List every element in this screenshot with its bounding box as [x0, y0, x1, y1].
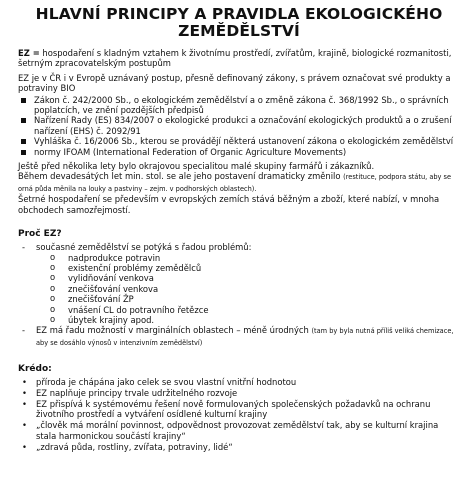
history-line-1: Ještě před několika lety bylo okrajovou specialitou malé skupiny farmářů i zákazníků.: [18, 161, 375, 172]
marginal-main: EZ má řadu možností v marginálních oblastech – méně úrodných: [36, 325, 312, 336]
marginal-note: (tam by byla nutná příliš veliká chemizace, aby se dosáhlo výnosů v intenzivním zemědělství): [36, 327, 454, 347]
spacer: [18, 219, 460, 223]
list-item: • „člověk má morální povinnost, odpovědnost provozovat zemědělství tak, aby se kulturní krajina stala harmonickou součástí krajiny“: [18, 420, 460, 441]
problems-intro-list: [18, 242, 460, 252]
history-line-2-main: Během devadesátých let min. stol. se ale jeho postavení dramaticky změnilo: [18, 171, 344, 182]
marginal-item: [18, 325, 460, 348]
problems-list: [48, 253, 460, 326]
history-line-2: [18, 171, 460, 194]
list-item: • „zdravá půda, rostliny, zvířata, potraviny, lidé“: [18, 442, 460, 452]
list-item: o nadprodukce potravin: [48, 253, 460, 263]
definition-text: hospodaření s kladným vztahem k životnímu prostředí, zvířatům, krajině, biologické rozmanitosti, šetrným zpracovatelským postupům: [18, 48, 452, 69]
definition-term: EZ =: [18, 48, 40, 58]
definition-paragraph: [18, 48, 460, 69]
list-item: Vyhláška č. 16/2006 Sb., kterou se provádějí některá ustanovení zákona o ekologickém zemědělství: [18, 136, 460, 146]
problems-intro: - současné zemědělství se potýká s řadou problémů:: [18, 242, 460, 252]
list-item: o existenční problémy zemědělců: [48, 263, 460, 273]
list-item: • příroda je chápána jako celek se svou vlastní vnitřní hodnotou: [18, 377, 460, 387]
list-item: Nařízení Rady (ES) 834/2007 o ekologické produkci a označování ekologických produktů a o zrušení nařízení (EHS) č. 2092/91: [18, 115, 460, 136]
list-item: • EZ přispívá k systémovému řešení nově formulovaných společenských požadavků na ochranu životního prostředí a vytváření osídlené kulturní krajiny: [18, 399, 460, 420]
legal-intro: EZ je v ČR i v Evropě uznávaný postup, přesně definovaný zákony, s právem označovat své produkty a potraviny BIO: [18, 72, 451, 94]
page-title: HLAVNÍ PRINCIPY A PRAVIDLA EKOLOGICKÉHO ZEMĚDĚLSTVÍ: [35, 5, 443, 40]
why-title: Proč EZ?: [18, 229, 62, 240]
list-item: o znečišťování ŽP: [48, 294, 460, 304]
credo-list: [18, 377, 460, 452]
legal-list: [18, 95, 460, 157]
credo-title: Krédo:: [18, 364, 52, 375]
history-note: (restituce, podpora státu, aby se orná půda měnila na louky a pastviny – zejm. v podhorských oblastech).: [18, 173, 452, 193]
list-item: • EZ naplňuje principy trvale udržitelného rozvoje: [18, 388, 460, 398]
list-item: normy IFOAM (International Federation of Organic Agriculture Movements): [18, 147, 460, 157]
list-item: o vnášení CL do potravního řetězce: [48, 305, 460, 315]
list-item: o úbytek krajiny apod.: [48, 315, 460, 325]
spacer: [18, 348, 460, 358]
marginal-list: [18, 325, 460, 348]
list-item: o znečišťování venkova: [48, 284, 460, 294]
today-paragraph: Šetrné hospodaření se především v evropských zemích stává běžným a zboží, které nabízí, v mnoha obchodech samozřejmostí.: [18, 194, 440, 215]
list-item: o vylidňování venkova: [48, 273, 460, 283]
list-item: Zákon č. 242/2000 Sb., o ekologickém zemědělství a o změně zákona č. 368/1992 Sb., o správních poplatcích, ve znění pozdějších předpisů: [18, 95, 460, 116]
